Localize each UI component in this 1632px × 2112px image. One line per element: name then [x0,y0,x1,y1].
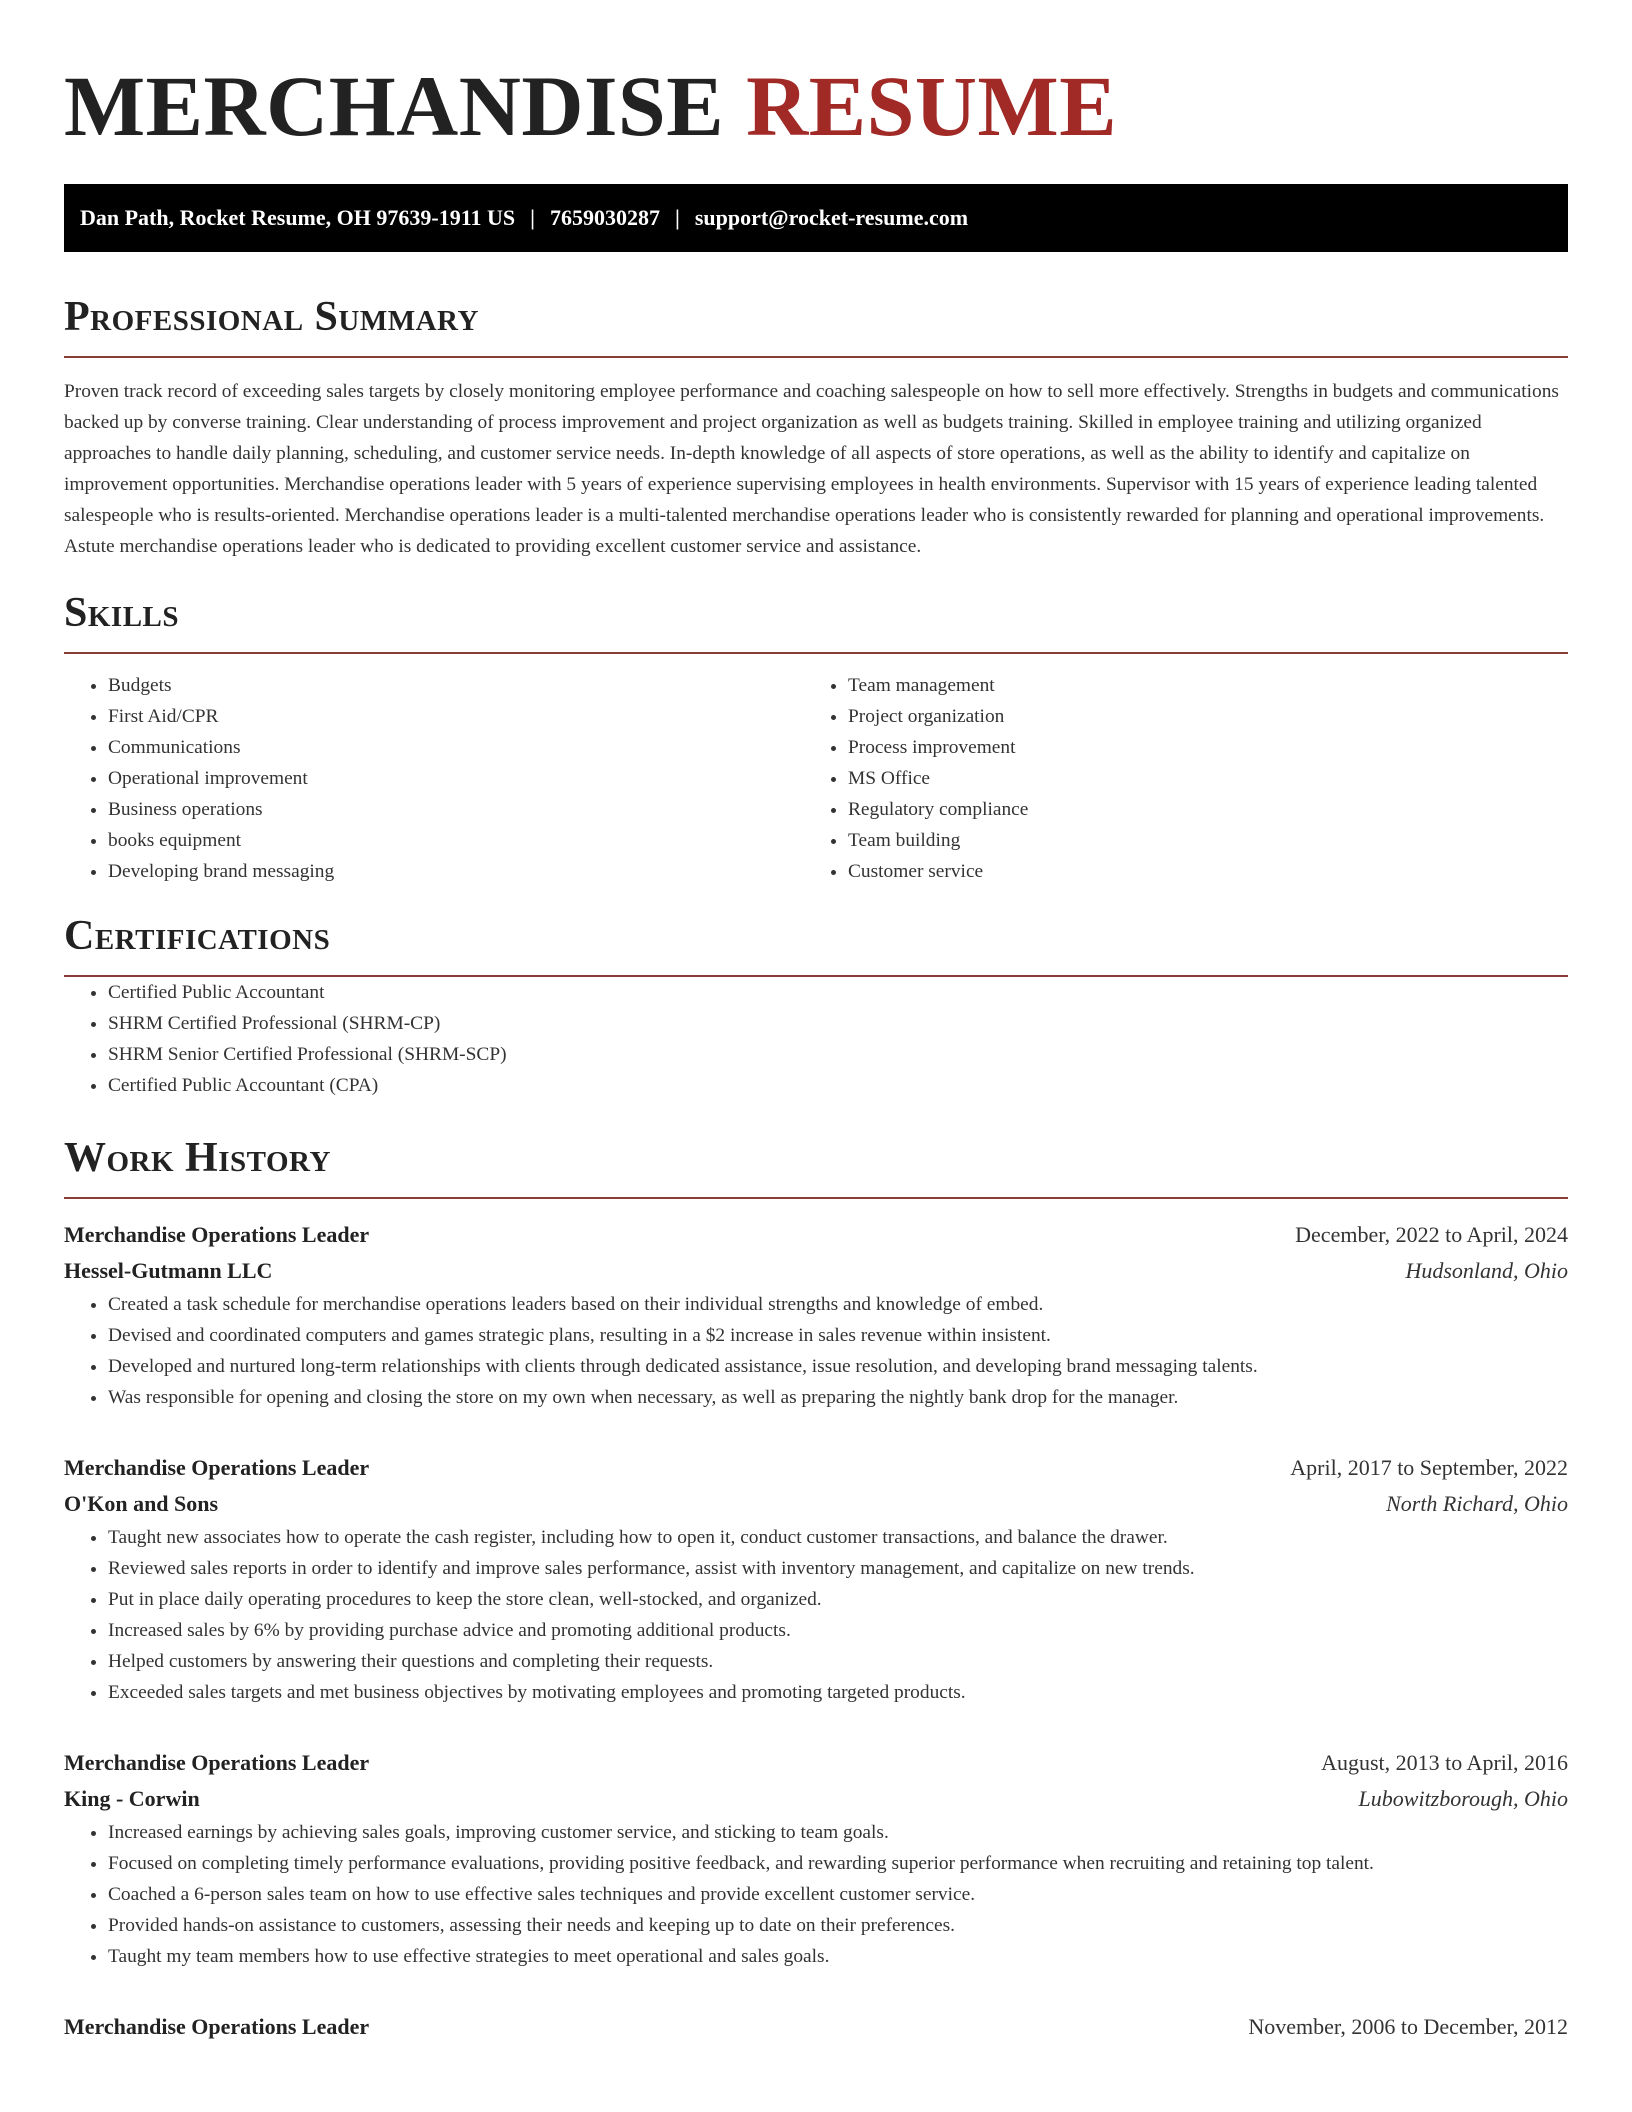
job-duty-item: • Created a task schedule for merchandise operations leaders based on their individual strengths and knowledge of embed. [108,1289,1568,1320]
skills-grid [64,670,1568,887]
job-duty-item: • Provided hands-on assistance to customers, assessing their needs and keeping up to date on their preferences. [108,1910,1568,1941]
contact-separator: | [530,205,535,230]
job-location: Lubowitzborough, Ohio [1358,1786,1568,1811]
section-heading-summary: Professional Summary [64,294,479,340]
job-title: Merchandise Operations Leader [64,1750,370,1775]
job-title: Merchandise Operations Leader [64,2014,370,2039]
contact-phone[interactable]: 7659030287 [549,205,660,230]
skills-list-left [64,670,804,887]
job-duty-item: • Taught my team members how to use effective strategies to meet operational and sales goals. [108,1941,1568,1972]
job-entry [64,1217,1568,1413]
job-title: Merchandise Operations Leader [64,1222,370,1247]
section-heading-certifications: Certifications [64,913,331,959]
job-company: Hessel-Gutmann LLC [64,1258,273,1283]
resume-title [64,56,1568,156]
title-accent: RESUME [746,58,1118,154]
job-location: Hudsonland, Ohio [1405,1258,1568,1283]
job-duty-item: • Developed and nurtured long-term relationships with clients through dedicated assistance, issue resolution, and developing brand messaging talents. [108,1351,1568,1382]
job-duty-item: • Taught new associates how to operate the cash register, including how to open it, conduct customer transactions, and balance the drawer. [108,1522,1568,1553]
job-location: North Richard, Ohio [1386,1491,1568,1516]
job-duties-list [64,1289,1568,1413]
certification-item: • Certified Public Accountant [108,977,1568,1008]
skill-item: • Regulatory compliance [848,794,1568,825]
job-dates: August, 2013 to April, 2016 [1321,1750,1568,1775]
job-duty-item: • Reviewed sales reports in order to identify and improve sales performance, assist with inventory management, and capitalize on new trends. [108,1553,1568,1584]
skill-item: • Developing brand messaging [108,856,804,887]
skill-item: • books equipment [108,825,804,856]
skill-item: • Customer service [848,856,1568,887]
job-duty-item: • Put in place daily operating procedures to keep the store clean, well-stocked, and organized. [108,1584,1568,1615]
section-heading-skills: Skills [64,590,180,636]
skill-item: • Business operations [108,794,804,825]
job-duty-item: • Coached a 6-person sales team on how to use effective sales techniques and provide excellent customer service. [108,1879,1568,1910]
job-duty-item: • Devised and coordinated computers and games strategic plans, resulting in a $2 increase in sales revenue within insistent. [108,1320,1568,1351]
certification-item: • SHRM Senior Certified Professional (SHRM-SCP) [108,1039,1568,1070]
job-duty-item: • Helped customers by answering their questions and completing their requests. [108,1646,1568,1677]
job-company: O'Kon and Sons [64,1491,219,1516]
skill-item: • Team management [848,670,1568,701]
section-heading-work-history: Work History [64,1135,331,1181]
contact-address: Dan Path, Rocket Resume, OH 97639-1911 US [80,205,516,230]
summary-text: Proven track record of exceeding sales targets by closely monitoring employee performance and coaching salespeople on how to sell more effectively. Strengths in budgets and communications backed up by converse training. Clear understanding of process improvement and project organization as well as budgets training. Skilled in employee training and utilizing organized approaches to handle daily planning, scheduling, and customer service needs. In-depth knowledge of all aspects of store operations, as well as the ability to identify and capitalize on improvement opportunities. Merchandise operations leader with 5 years of experience supervising employees in health environments. Supervisor with 15 years of experience leading talented salespeople who is results-oriented. Merchandise operations leader is a multi-talented merchandise operations leader who is consistently rewarded for planning and operational improvements. Astute merchandise operations leader who is dedicated to providing excellent customer service and assistance. [64,381,1559,557]
section-divider [64,652,1568,654]
job-header-row [64,2009,1568,2045]
job-duties-list [64,1522,1568,1708]
skill-item: • Operational improvement [108,763,804,794]
job-dates: December, 2022 to April, 2024 [1295,1222,1568,1247]
job-title: Merchandise Operations Leader [64,1455,370,1480]
certifications-section [64,911,1568,1101]
job-company-row [64,1253,1568,1289]
job-company: King - Corwin [64,1786,200,1811]
job-entry [64,1745,1568,1972]
summary-section [64,292,1568,562]
skills-section [64,588,1568,887]
skill-item: • Budgets [108,670,804,701]
job-duty-item: • Focused on completing timely performance evaluations, providing positive feedback, and rewarding superior performance when recruiting and retaining top talent. [108,1848,1568,1879]
skill-item: • Process improvement [848,732,1568,763]
job-header-row [64,1745,1568,1781]
job-duty-item: • Exceeded sales targets and met business objectives by motivating employees and promoting targeted products. [108,1677,1568,1708]
job-dates: November, 2006 to December, 2012 [1248,2014,1568,2039]
job-header-row [64,1217,1568,1253]
skill-item: • First Aid/CPR [108,701,804,732]
skill-item: • Project organization [848,701,1568,732]
job-duty-item: • Increased sales by 6% by providing purchase advice and promoting additional products. [108,1615,1568,1646]
skill-item: • Communications [108,732,804,763]
job-header-row [64,1450,1568,1486]
job-duty-item: • Was responsible for opening and closing the store on my own when necessary, as well as preparing the nightly bank drop for the manager. [108,1382,1568,1413]
section-divider [64,356,1568,358]
section-divider [64,1197,1568,1199]
jobs-container [64,1217,1568,2045]
job-dates: April, 2017 to September, 2022 [1290,1455,1568,1480]
job-duty-item: • Increased earnings by achieving sales goals, improving customer service, and sticking to team goals. [108,1817,1568,1848]
job-duties-list [64,1817,1568,1972]
job-company-row [64,1781,1568,1817]
certifications-list [64,977,1568,1101]
job-entry [64,2009,1568,2045]
job-entry [64,1450,1568,1708]
title-primary: MERCHANDISE [64,58,725,154]
skill-item: • Team building [848,825,1568,856]
contact-bar [64,184,1568,252]
certification-item: • Certified Public Accountant (CPA) [108,1070,1568,1101]
skill-item: • MS Office [848,763,1568,794]
job-company-row [64,1486,1568,1522]
contact-separator: | [674,205,680,230]
skills-list-right [804,670,1568,887]
contact-email[interactable]: support@rocket-resume.com [694,205,969,230]
work-history-section [64,1133,1568,2045]
certification-item: • SHRM Certified Professional (SHRM-CP) [108,1008,1568,1039]
